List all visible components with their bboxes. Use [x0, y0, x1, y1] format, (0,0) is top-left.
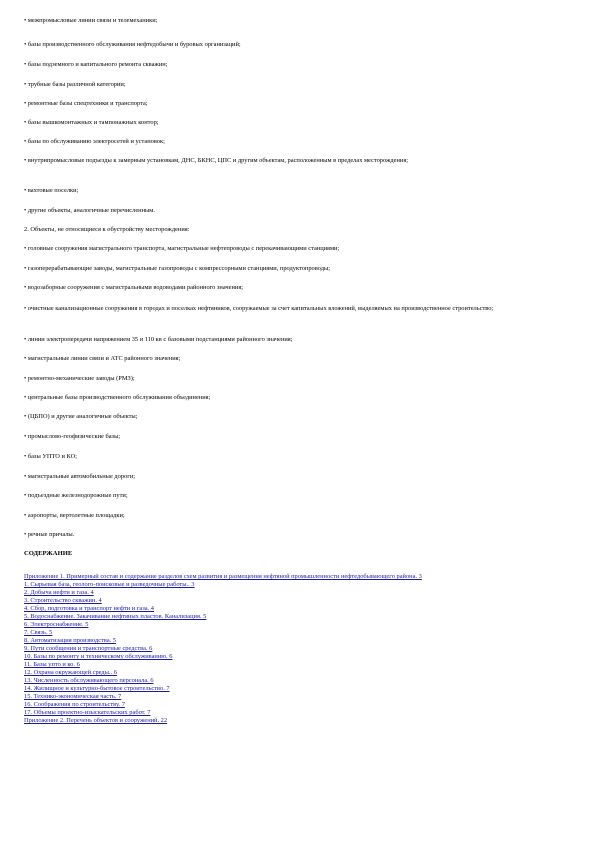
list-item: • межпромысловые линии связи и телемеханики; [24, 17, 158, 24]
list-item: • речные причалы. [24, 531, 75, 538]
toc-link[interactable]: 16. Соображения по строительству. 7 [24, 701, 125, 708]
list-item: • вахтовые поселки; [24, 187, 79, 194]
toc-link[interactable]: Приложение 2. Перечень объектов и сооружений. 22 [24, 717, 168, 724]
list-item: • ремонтно-механические заводы (РМЗ); [24, 375, 135, 382]
list-item: • центральные базы производственного обслуживания объединения; [24, 394, 211, 401]
toc-link[interactable]: 12. Охрана окружающей среды.. 6 [24, 669, 117, 676]
list-item: • внутрипромысловые подъезды к замерным установкам, ДНС, БКНС, ЦПС и другим объектам, расположенным в пределах месторождения; [24, 157, 409, 164]
toc-link[interactable]: 15. Технико-экономическая часть. 7 [24, 693, 122, 700]
toc-link[interactable]: 7. Связь. 5 [24, 629, 53, 636]
list-item: • промыслово-геофизические базы; [24, 433, 121, 440]
list-item: • магистральные линии связи и АТС районного значения; [24, 355, 181, 362]
list-item: • трубные базы различной категории; [24, 81, 126, 88]
list-item: • водозаборные сооружения с магистральными водоводами районного значения; [24, 284, 244, 291]
toc-link[interactable]: 4. Сбор, подготовка и транспорт нефти и газа. 4 [24, 605, 154, 612]
toc-heading: СОДЕРЖАНИЕ [24, 550, 73, 557]
list-item: • (ЦБПО) и другие аналогичные объекты; [24, 413, 138, 420]
list-item: • головные сооружения магистрального транспорта, магистральные нефтепроводы с перекачивающими станциями; [24, 245, 340, 252]
list-item: • ремонтные базы спецтехники и транспорта; [24, 100, 148, 107]
list-item: • другие объекты, аналогичные перечисленным. [24, 207, 155, 214]
toc-link[interactable]: 17. Объемы проектно-изыскательских работ. 7 [24, 709, 151, 716]
toc-link[interactable]: Приложение 1. Примерный состав и содержание разделов схем развития и размещения нефтяной промышленности нефтедобывающего района. 3 [24, 573, 422, 580]
list-item: • базы подземного и капитального ремонта скважин; [24, 61, 168, 68]
toc-link[interactable]: 14. Жилищное и культурно-бытовое строительство. 7 [24, 685, 170, 692]
toc-link[interactable]: 6. Электроснабжение. 5 [24, 621, 89, 628]
toc-link[interactable]: 2. Добыча нефти и газа. 4 [24, 589, 94, 596]
table-of-contents [24, 573, 584, 725]
list-item: • базы вышкомонтажных и тампонажных контор; [24, 119, 159, 126]
section-heading: 2. Объекты, не относящиеся к обустройству месторождения: [24, 226, 190, 233]
toc-link[interactable]: 5. Водоснабжение. Закачивание нефтяных пластов. Канализация. 5 [24, 613, 207, 620]
list-item: • линии электропередачи напряжением 35 и 110 кв с базовыми подстанциями районного значения; [24, 336, 293, 343]
list-item: • очистные канализационные сооружения в городах и поселках нефтяников, сооружаемые за счет капитальных вложений, выделяемых на производственное строительство; [24, 305, 494, 312]
toc-link[interactable]: 11. Базы упто и ко. 6 [24, 661, 80, 668]
toc-link[interactable]: 10. Базы по ремонту и техническому обслуживанию. 6 [24, 653, 173, 660]
list-item: • подъездные железнодорожные пути; [24, 492, 128, 499]
list-item: • базы по обслуживанию электросетей и установок; [24, 138, 165, 145]
list-item: • аэропорты, вертолетные площадки; [24, 512, 125, 519]
toc-link[interactable]: 9. Пути сообщения и транспортные средства. 6 [24, 645, 153, 652]
list-item: • базы УПТО и КО; [24, 453, 78, 460]
toc-link[interactable]: 3. Строительство скважин. 4 [24, 597, 102, 604]
toc-link[interactable]: 8. Автоматизация производства. 5 [24, 637, 117, 644]
list-item: • газоперерабатывающие заводы, магистральные газопроводы с компрессорными станциями, продуктопроводы; [24, 265, 331, 272]
list-item: • магистральные автомобильные дороги; [24, 473, 136, 480]
list-item: • базы производственного обслуживания нефтедобычи и буровых организаций; [24, 41, 241, 48]
toc-link[interactable]: 1. Сырьевая база, геолого-поисковые и разведочные работы.. 3 [24, 581, 195, 588]
toc-link[interactable]: 13. Численность обслуживающего персонала. 6 [24, 677, 154, 684]
